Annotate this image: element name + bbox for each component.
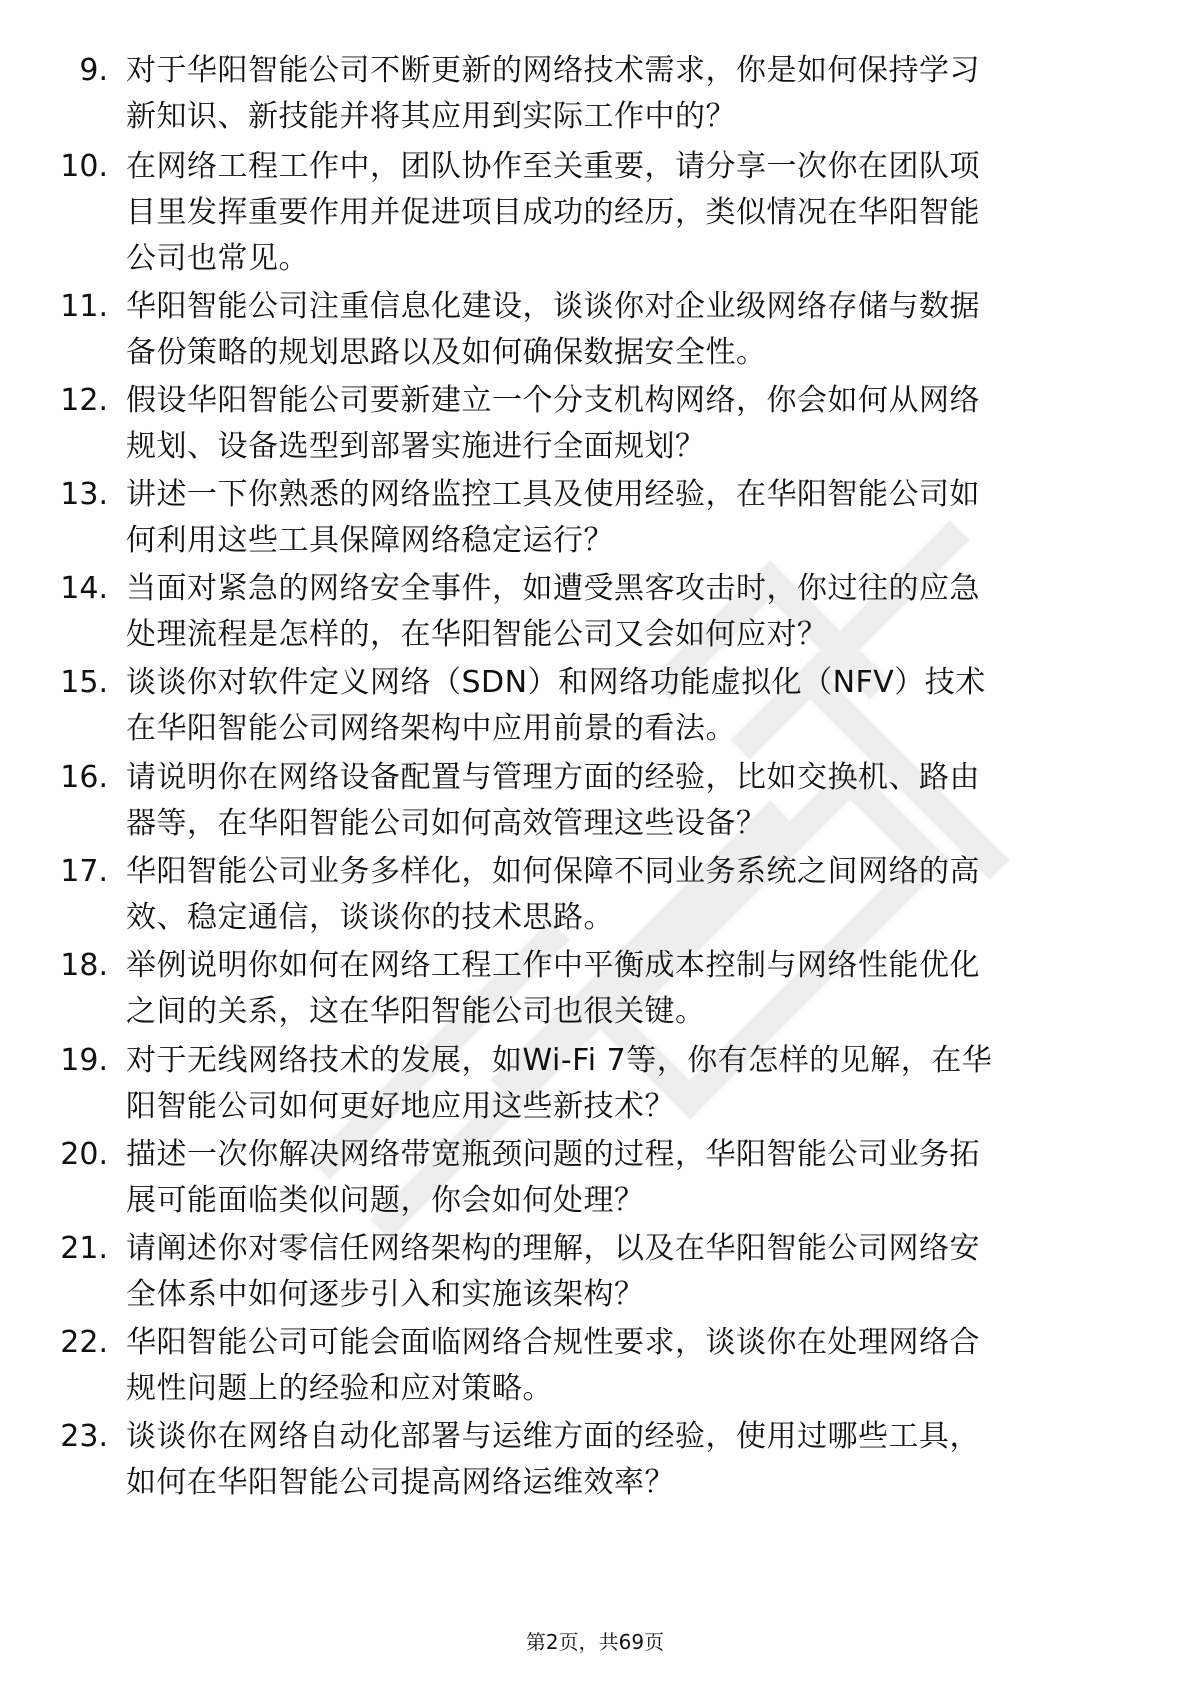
question-text: 当面对紧急的网络安全事件，如遭受黑客攻击时，你过往的应急 处理流程是怎样的，在华阳智能公司又会如何应对？: [126, 571, 980, 652]
question-number: 19.: [60, 1043, 108, 1078]
question-text: 谈谈你在网络自动化部署与运维方面的经验，使用过哪些工具， 如何在华阳智能公司提高网络运维效率？: [126, 1419, 980, 1500]
question-number: 14.: [60, 571, 108, 606]
question-number: 12.: [60, 383, 108, 418]
question-number: 13.: [60, 477, 108, 512]
question-text: 在网络工程工作中，团队协作至关重要，请分享一次你在团队项 目里发挥重要作用并促进项目成功的经历，类似情况在华阳智能 公司也常见。: [126, 149, 980, 276]
question-text: 华阳智能公司业务多样化，如何保障不同业务系统之间网络的高 效、稳定通信，谈谈你的技术思路。: [126, 854, 980, 935]
question-text: 假设华阳智能公司要新建立一个分支机构网络，你会如何从网络 规划、设备选型到部署实施进行全面规划？: [126, 383, 980, 464]
question-number: 11.: [60, 289, 108, 324]
question-number: 17.: [60, 854, 108, 889]
question-number: 21.: [60, 1231, 108, 1266]
page-footer: 第2页，共69页: [525, 1630, 665, 1654]
question-number: 15.: [60, 665, 108, 700]
question-text: 举例说明你如何在网络工程工作中平衡成本控制与网络性能优化 之间的关系，这在华阳智能公司也很关键。: [126, 948, 980, 1029]
question-text: 对于华阳智能公司不断更新的网络技术需求，你是如何保持学习 新知识、新技能并将其应用到实际工作中的？: [126, 53, 980, 134]
question-text: 请说明你在网络设备配置与管理方面的经验，比如交换机、路由 器等，在华阳智能公司如何高效管理这些设备？: [126, 760, 980, 841]
question-number: 10.: [60, 149, 108, 184]
question-number: 18.: [60, 948, 108, 983]
question-text: 华阳智能公司可能会面临网络合规性要求，谈谈你在处理网络合 规性问题上的经验和应对策略。: [126, 1325, 980, 1406]
question-number: 9.: [79, 53, 108, 88]
question-text: 请阐述你对零信任网络架构的理解，以及在华阳智能公司网络安 全体系中如何逐步引入和实施该架构？: [126, 1231, 980, 1312]
question-number: 16.: [60, 760, 108, 795]
question-text: 描述一次你解决网络带宽瓶颈问题的过程，华阳智能公司业务拓 展可能面临类似问题，你会如何处理？: [126, 1137, 980, 1218]
question-text: 华阳智能公司注重信息化建设，谈谈你对企业级网络存储与数据 备份策略的规划思路以及如何确保数据安全性。: [126, 289, 980, 370]
question-number: 20.: [60, 1137, 108, 1172]
question-text: 讲述一下你熟悉的网络监控工具及使用经验，在华阳智能公司如 何利用这些工具保障网络稳定运行？: [126, 477, 980, 558]
question-text: 对于无线网络技术的发展，如Wi-Fi 7等，你有怎样的见解，在华 阳智能公司如何更好地应用这些新技术？: [126, 1043, 993, 1124]
question-number: 23.: [60, 1419, 108, 1454]
question-text: 谈谈你对软件定义网络（SDN）和网络功能虚拟化（NFV）技术 在华阳智能公司网络架构中应用前景的看法。: [126, 665, 986, 746]
question-number: 22.: [60, 1325, 108, 1360]
